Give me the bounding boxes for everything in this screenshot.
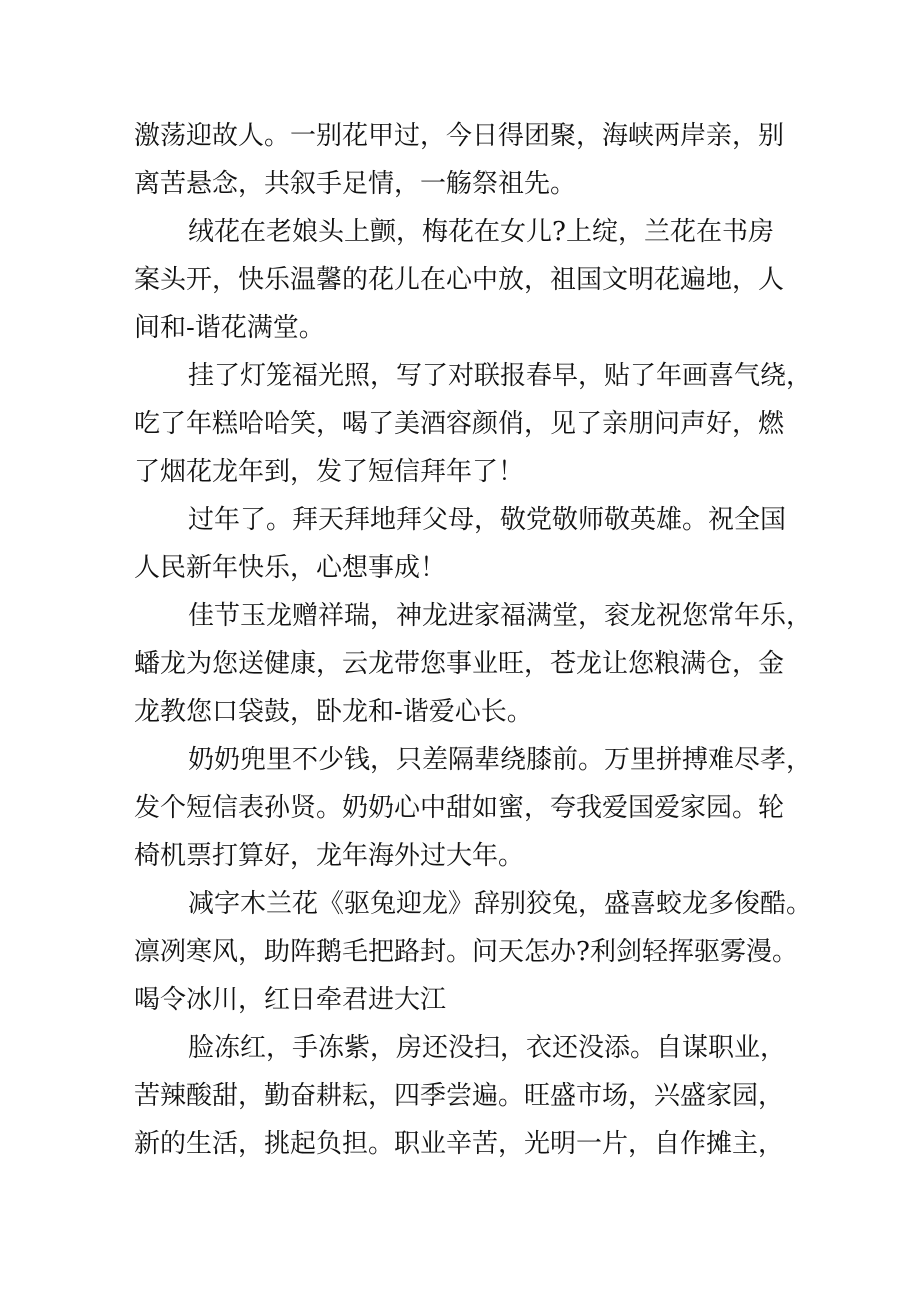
paragraph-line: 新的生活，挑起负担。职业辛苦，光明一片，自作摊主， [134, 1129, 785, 1159]
paragraph-5 [134, 592, 813, 736]
paragraph-line: 发个短信表孙贤。奶奶心中甜如蜜，夸我爱国爱家园。轮 [134, 793, 785, 823]
paragraph-line: 脸冻红，手冻紫，房还没扫，衣还没添。自谋职业， [188, 1033, 787, 1063]
paragraph-line: 挂了灯笼福光照，写了对联报春早，贴了年画喜气绕， [188, 361, 813, 391]
document-body [134, 112, 813, 1168]
paragraph-line: 绒花在老娘头上颤，梅花在女儿?上绽，兰花在书房 [188, 217, 774, 247]
paragraph-line: 蟠龙为您送健康，云龙带您事业旺，苍龙让您粮满仓，金 [134, 649, 785, 679]
paragraph-line: 激荡迎故人。一别花甲过，今日得团聚，海峡两岸亲，别 [134, 121, 785, 151]
paragraph-line: 凛冽寒风，助阵鹅毛把路封。问天怎办?利剑轻挥驱雾漫。 [134, 937, 798, 967]
paragraph-2 [134, 208, 794, 352]
paragraph-4 [134, 496, 794, 592]
paragraph-line: 减字木兰花《驱兔迎龙》辞别狡兔，盛喜蛟龙多俊酷。 [188, 889, 813, 919]
paragraph-6 [134, 736, 813, 880]
paragraph-line: 苦辣酸甜，勤奋耕耘，四季尝遍。旺盛市场，兴盛家园， [134, 1081, 785, 1111]
paragraph-line: 离苦悬念，共叙手足情，一觞祭祖先。 [134, 169, 577, 199]
paragraph-line: 过年了。拜天拜地拜父母，敬党敬师敬英雄。祝全国 [188, 505, 787, 535]
paragraph-line: 奶奶兜里不少钱，只差隔辈绕膝前。万里拼搏难尽孝， [188, 745, 813, 775]
paragraph-3 [134, 352, 813, 496]
paragraph-line: 案头开，快乐温馨的花儿在心中放，祖国文明花遍地，人 [134, 265, 785, 295]
paragraph-line: 佳节玉龙赠祥瑞，神龙进家福满堂，衮龙祝您常年乐， [188, 601, 813, 631]
paragraph-8 [134, 1024, 794, 1168]
paragraph-line: 喝令冰川，红日牵君进大江 [134, 985, 447, 1015]
paragraph-1 [134, 112, 794, 208]
paragraph-line: 椅机票打算好，龙年海外过大年。 [134, 841, 525, 871]
paragraph-line: 间和-谐花满堂。 [134, 313, 325, 343]
paragraph-line: 了烟花龙年到，发了短信拜年了！ [134, 457, 525, 487]
paragraph-line: 人民新年快乐，心想事成！ [134, 553, 447, 583]
paragraph-7 [134, 880, 813, 1024]
paragraph-line: 龙教您口袋鼓，卧龙和-谐爱心长。 [134, 697, 533, 727]
paragraph-line: 吃了年糕哈哈笑，喝了美酒容颜俏，见了亲朋问声好，燃 [134, 409, 785, 439]
